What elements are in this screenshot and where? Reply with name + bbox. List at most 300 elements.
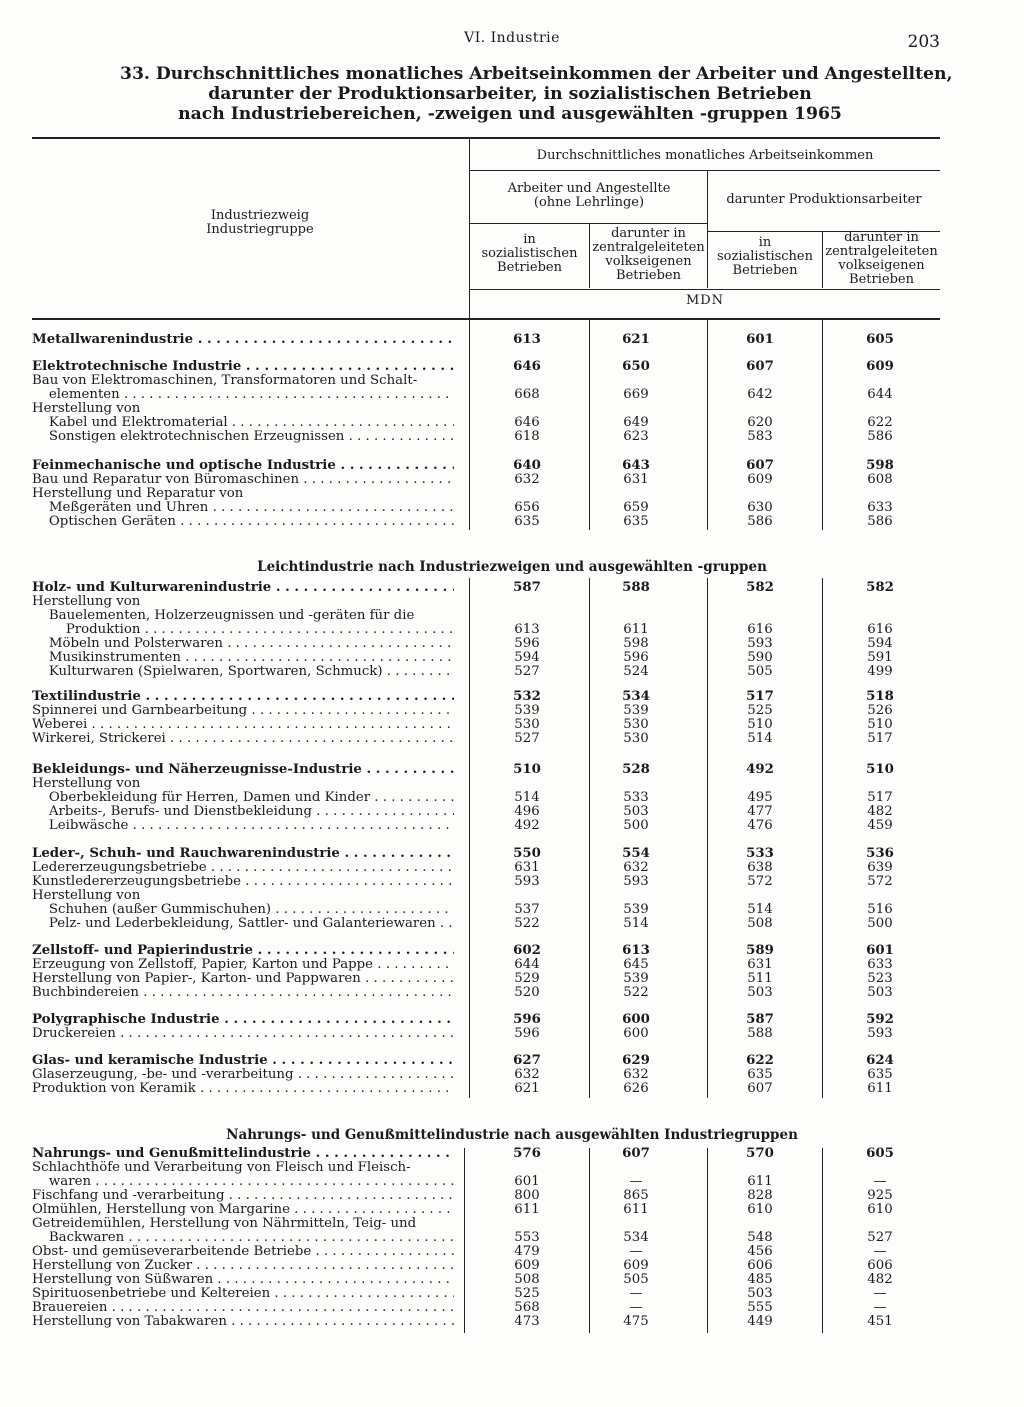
row-label: Möbeln und Polsterwaren . . .	[32, 636, 454, 651]
row-label: Kulturwaren (Spielwaren, Sportwaren, Schmuck) . . .	[32, 664, 454, 679]
row-value-col-3: 587	[746, 1012, 774, 1027]
row-label: Bau und Reparatur von Büromaschinen . . .	[32, 472, 454, 487]
row-value-col-3: 609	[747, 472, 773, 487]
row-label: Glaserzeugung, -be- und -verarbeitung . . .	[32, 1067, 454, 1082]
row-value-col-1: 527	[514, 731, 540, 746]
row-label: Herstellung von	[32, 401, 141, 416]
row-value-col-2: 522	[623, 985, 649, 1000]
table-row	[32, 1146, 944, 1161]
row-value-col-4: —	[873, 1300, 887, 1315]
row-label: Herstellung und Reparatur von	[32, 486, 244, 501]
row-value-col-3: 555	[747, 1300, 773, 1315]
row-value-col-2: 632	[623, 860, 649, 875]
table-row	[32, 1160, 944, 1175]
table-row	[32, 1067, 944, 1082]
row-label: Schuhen (außer Gummischuhen) . . .	[32, 902, 454, 917]
row-value-col-3: 607	[746, 359, 774, 374]
row-value-col-2: 475	[623, 1314, 649, 1329]
row-label: Produktion . . .	[32, 622, 454, 637]
row-value-col-4: 499	[867, 664, 893, 679]
row-value-col-2: 588	[622, 580, 650, 595]
row-value-col-1: 596	[514, 1026, 540, 1041]
row-value-col-2: 598	[623, 636, 649, 651]
row-value-col-1: 539	[514, 703, 540, 718]
row-value-col-2: 649	[623, 415, 649, 430]
table-row	[32, 1026, 944, 1041]
row-value-col-3: 503	[747, 1286, 773, 1301]
row-value-col-4: 526	[867, 703, 893, 718]
row-value-col-3: 593	[747, 636, 773, 651]
row-value-col-3: 607	[747, 1081, 773, 1096]
row-value-col-1: 525	[514, 1286, 540, 1301]
title-line-1: 33. Durchschnittliches monatliches Arbeitseinkommen der Arbeiter und Angestellten,	[120, 64, 953, 84]
row-label: Herstellung von Tabakwaren . . .	[32, 1314, 454, 1329]
group1-header	[470, 182, 708, 210]
row-value-col-4: 608	[867, 472, 893, 487]
unit-label: MDN	[685, 293, 725, 308]
row-value-col-3: 590	[747, 650, 773, 665]
row-value-col-3: 642	[747, 387, 773, 402]
row-value-col-4: 616	[867, 622, 893, 637]
row-value-col-4: 591	[867, 650, 893, 665]
table-row	[32, 860, 944, 875]
row-value-col-2: 659	[623, 500, 649, 515]
row-value-col-4: —	[873, 1174, 887, 1189]
table-row	[32, 846, 944, 861]
row-value-col-2: 632	[623, 1067, 649, 1082]
row-value-col-4: 610	[867, 1202, 893, 1217]
row-value-col-3: 589	[746, 943, 774, 958]
row-value-col-4: 598	[866, 458, 894, 473]
row-label: Leibwäsche . . .	[32, 818, 454, 833]
row-value-col-1: 594	[514, 650, 540, 665]
section-heading-leichtindustrie: Leichtindustrie nach Industriezweigen und ausgewählten -gruppen	[257, 559, 767, 575]
row-label: Druckereien . . .	[32, 1026, 454, 1041]
row-value-col-1: 492	[514, 818, 540, 833]
stub-header-line-2: Industriegruppe	[206, 222, 314, 237]
row-label: Musikinstrumenten . . .	[32, 650, 454, 665]
row-value-col-1: 530	[514, 717, 540, 732]
row-value-col-3: 583	[747, 429, 773, 444]
row-value-col-4: 572	[867, 874, 893, 889]
row-value-col-3: 525	[747, 703, 773, 718]
row-label: Meßgeräten und Uhren . . .	[32, 500, 454, 515]
row-label: Obst- und gemüseverarbeitende Betriebe . . .	[32, 1244, 454, 1259]
table-row	[32, 703, 944, 718]
row-value-col-2: 600	[623, 1026, 649, 1041]
row-value-col-2: 539	[623, 971, 649, 986]
row-value-col-1: 520	[514, 985, 540, 1000]
row-value-col-1: 668	[514, 387, 540, 402]
row-label: Bekleidungs- und Näherzeugnisse-Industrie . . .	[32, 762, 454, 777]
row-value-col-3: 607	[746, 458, 774, 473]
row-value-col-1: 611	[514, 1202, 540, 1217]
row-label: Buchbindereien . . .	[32, 985, 454, 1000]
row-value-col-1: 602	[513, 943, 541, 958]
table-row	[32, 874, 944, 889]
row-value-col-3: 495	[747, 790, 773, 805]
row-value-col-2: 539	[623, 703, 649, 718]
col-b-header-line-1: darunter in	[611, 226, 686, 241]
row-value-col-2: —	[629, 1174, 643, 1189]
row-value-col-3: 611	[747, 1174, 773, 1189]
table-row	[32, 916, 944, 931]
row-value-col-4: 601	[866, 943, 894, 958]
table-row	[32, 429, 944, 444]
col-d-header-line-1: darunter in	[844, 230, 919, 245]
col-c-header-line-1: in	[758, 235, 772, 250]
row-value-col-3: 510	[747, 717, 773, 732]
row-label: Kabel und Elektromaterial . . .	[32, 415, 454, 430]
col-d-header	[823, 231, 940, 287]
row-value-col-2: —	[629, 1286, 643, 1301]
row-value-col-4: 482	[867, 804, 893, 819]
row-value-col-2: 500	[623, 818, 649, 833]
table-row	[32, 790, 944, 805]
header-rule-unit	[470, 289, 940, 290]
row-value-col-4: 611	[867, 1081, 893, 1096]
row-value-col-2: 629	[622, 1053, 650, 1068]
row-value-col-2: 650	[622, 359, 650, 374]
table-row	[32, 1244, 944, 1259]
table-row	[32, 1081, 944, 1096]
header-bottom-rule	[32, 318, 940, 320]
row-value-col-1: 479	[514, 1244, 540, 1259]
row-value-col-1: 596	[513, 1012, 541, 1027]
col-a-header-line-3: Betrieben	[497, 260, 562, 275]
row-label: Metallwarenindustrie . . .	[32, 332, 454, 347]
row-value-col-1: 532	[513, 689, 541, 704]
col-d-header-line-2: zentralgeleiteten	[825, 244, 938, 259]
row-value-col-4: 605	[866, 332, 894, 347]
table-row	[32, 387, 944, 402]
row-value-col-4: —	[873, 1286, 887, 1301]
table-row	[32, 608, 944, 623]
table-row	[32, 332, 944, 347]
row-label: Herstellung von Papier-, Karton- und Pappwaren . . .	[32, 971, 454, 986]
row-value-col-3: 511	[747, 971, 773, 986]
row-value-col-4: 516	[867, 902, 893, 917]
row-value-col-2: 503	[623, 804, 649, 819]
row-value-col-3: 622	[746, 1053, 774, 1068]
row-value-col-2: 626	[623, 1081, 649, 1096]
row-value-col-1: 587	[513, 580, 541, 595]
row-value-col-1: 508	[514, 1272, 540, 1287]
table-row	[32, 636, 944, 651]
row-value-col-4: 510	[867, 717, 893, 732]
row-value-col-1: 640	[513, 458, 541, 473]
row-value-col-3: 582	[746, 580, 774, 595]
row-value-col-4: 593	[867, 1026, 893, 1041]
row-value-col-3: 533	[746, 846, 774, 861]
row-value-col-4: 451	[867, 1314, 893, 1329]
row-value-col-4: 633	[867, 500, 893, 515]
table-row	[32, 500, 944, 515]
row-value-col-1: 473	[514, 1314, 540, 1329]
row-value-col-4: 517	[867, 790, 893, 805]
table-row	[32, 514, 944, 529]
row-value-col-3: 635	[747, 1067, 773, 1082]
row-label: Nahrungs- und Genußmittelindustrie . . .	[32, 1146, 454, 1161]
group1-header-line-2: (ohne Lehrlinge)	[533, 195, 645, 210]
row-value-col-3: 828	[747, 1188, 773, 1203]
row-value-col-1: 553	[514, 1230, 540, 1245]
row-value-col-2: 530	[623, 717, 649, 732]
col-d-header-line-3: volkseigenen	[838, 258, 925, 273]
row-value-col-3: 477	[747, 804, 773, 819]
row-value-col-1: 613	[513, 332, 541, 347]
row-value-col-4: 523	[867, 971, 893, 986]
col-a-header-line-1: in	[523, 232, 536, 247]
row-label: Fischfang und -verarbeitung . . .	[32, 1188, 454, 1203]
row-value-col-3: 572	[747, 874, 773, 889]
header-top-rule	[32, 137, 940, 139]
table-row	[32, 373, 944, 388]
col-a-header-line-2: sozialistischen	[481, 246, 578, 261]
row-value-col-4: 527	[867, 1230, 893, 1245]
row-label: Spinnerei und Garnbearbeitung . . .	[32, 703, 454, 718]
row-value-col-1: 632	[514, 472, 540, 487]
title-line-2: darunter der Produktionsarbeiter, in sozialistischen Betrieben	[208, 84, 812, 104]
row-label: Glas- und keramische Industrie . . .	[32, 1053, 454, 1068]
row-value-col-1: 514	[514, 790, 540, 805]
row-value-col-4: 635	[867, 1067, 893, 1082]
row-value-col-4: 503	[867, 985, 893, 1000]
row-value-col-2: 613	[622, 943, 650, 958]
row-value-col-2: 631	[623, 472, 649, 487]
row-value-col-1: 568	[514, 1300, 540, 1315]
row-value-col-4: 633	[867, 957, 893, 972]
row-value-col-3: 606	[747, 1258, 773, 1273]
row-label: waren . . .	[32, 1174, 454, 1189]
title-line-3: nach Industriebereichen, -zweigen und ausgewählten -gruppen 1965	[178, 104, 842, 124]
row-value-col-3: 588	[747, 1026, 773, 1041]
header-rule-top-span	[470, 170, 940, 171]
row-value-col-1: 627	[513, 1053, 541, 1068]
row-label: Herstellung von	[32, 776, 141, 791]
row-value-col-3: 476	[747, 818, 773, 833]
table-row	[32, 776, 944, 791]
table-row	[32, 731, 944, 746]
row-value-col-4: 594	[867, 636, 893, 651]
row-value-col-4: 500	[867, 916, 893, 931]
row-value-col-1: 510	[513, 762, 541, 777]
row-value-col-4: 609	[866, 359, 894, 374]
table-row	[32, 762, 944, 777]
row-label: Brauereien . . .	[32, 1300, 454, 1315]
row-label: Feinmechanische und optische Industrie . . .	[32, 458, 454, 473]
table-row	[32, 804, 944, 819]
row-value-col-4: 510	[866, 762, 894, 777]
table-row	[32, 957, 944, 972]
row-value-col-2: 669	[623, 387, 649, 402]
row-label: Sonstigen elektrotechnischen Erzeugnissen . . .	[32, 429, 454, 444]
row-value-col-3: 508	[747, 916, 773, 931]
row-value-col-3: 485	[747, 1272, 773, 1287]
col-a-header	[470, 233, 589, 275]
row-value-col-2: 534	[623, 1230, 649, 1245]
row-value-col-2: 539	[623, 902, 649, 917]
table-row	[32, 971, 944, 986]
table-row	[32, 1053, 944, 1068]
table-row	[32, 1188, 944, 1203]
row-label: Arbeits-, Berufs- und Dienstbekleidung . . .	[32, 804, 454, 819]
row-value-col-2: 528	[622, 762, 650, 777]
table-row	[32, 1314, 944, 1329]
row-value-col-3: 517	[746, 689, 774, 704]
table-row	[32, 650, 944, 665]
table-row	[32, 1258, 944, 1273]
row-value-col-3: 630	[747, 500, 773, 515]
table-row	[32, 415, 944, 430]
row-value-col-3: 503	[747, 985, 773, 1000]
table-title	[120, 64, 953, 124]
col-b-header	[590, 227, 707, 283]
row-value-col-4: —	[873, 1244, 887, 1259]
row-label: elementen . . .	[32, 387, 454, 402]
row-value-col-2: 645	[623, 957, 649, 972]
row-value-col-1: 646	[513, 359, 541, 374]
table-row	[32, 902, 944, 917]
row-value-col-1: 576	[513, 1146, 541, 1161]
row-label: Polygraphische Industrie . . .	[32, 1012, 454, 1027]
row-label: Leder-, Schuh- und Rauchwarenindustrie . . .	[32, 846, 454, 861]
table-row	[32, 943, 944, 958]
row-value-col-3: 610	[747, 1202, 773, 1217]
row-value-col-1: 632	[514, 1067, 540, 1082]
row-value-col-4: 592	[866, 1012, 894, 1027]
row-value-col-4: 482	[867, 1272, 893, 1287]
row-value-col-1: 635	[514, 514, 540, 529]
running-header: VI. Industrie	[464, 30, 560, 46]
row-value-col-3: 638	[747, 860, 773, 875]
row-label: Optischen Geräten . . .	[32, 514, 454, 529]
table-row	[32, 1202, 944, 1217]
row-label: Bau von Elektromaschinen, Transformatoren und Schalt-	[32, 373, 418, 388]
row-value-col-3: 616	[747, 622, 773, 637]
col-b-header-line-2: zentralgeleiteten	[592, 240, 705, 255]
table-row	[32, 1272, 944, 1287]
row-value-col-2: —	[629, 1244, 643, 1259]
row-value-col-2: 514	[623, 916, 649, 931]
row-value-col-1: 601	[514, 1174, 540, 1189]
table-row	[32, 818, 944, 833]
table-row	[32, 985, 944, 1000]
row-value-col-3: 456	[747, 1244, 773, 1259]
row-value-col-3: 548	[747, 1230, 773, 1245]
row-value-col-3: 631	[747, 957, 773, 972]
row-label: Getreidemühlen, Herstellung von Nährmitteln, Teig- und	[32, 1216, 417, 1231]
row-label: Schlachthöfe und Verarbeitung von Fleisch und Fleisch-	[32, 1160, 411, 1175]
table-row	[32, 359, 944, 374]
row-value-col-3: 514	[747, 902, 773, 917]
table-row	[32, 401, 944, 416]
row-value-col-4: 605	[866, 1146, 894, 1161]
table-row	[32, 580, 944, 595]
row-value-col-4: 586	[867, 514, 893, 529]
row-value-col-4: 586	[867, 429, 893, 444]
row-value-col-1: 550	[513, 846, 541, 861]
row-label: Holz- und Kulturwarenindustrie . . .	[32, 580, 454, 595]
col-d-header-line-4: Betrieben	[849, 272, 914, 287]
col-c-header	[708, 236, 822, 278]
row-value-col-2: 505	[623, 1272, 649, 1287]
row-label: Oberbekleidung für Herren, Damen und Kinder . . .	[32, 790, 454, 805]
group2-header: darunter Produktionsarbeiter	[726, 192, 922, 207]
row-value-col-2: 524	[623, 664, 649, 679]
row-value-col-3: 492	[746, 762, 774, 777]
page-number: 203	[907, 32, 940, 52]
row-label: Wirkerei, Strickerei . . .	[32, 731, 454, 746]
row-value-col-1: 529	[514, 971, 540, 986]
col-c-header-line-3: Betrieben	[732, 263, 798, 278]
row-value-col-2: 865	[623, 1188, 649, 1203]
table-row	[32, 717, 944, 732]
row-value-col-4: 606	[867, 1258, 893, 1273]
row-value-col-1: 527	[514, 664, 540, 679]
row-value-col-2: 600	[622, 1012, 650, 1027]
row-value-col-2: 554	[622, 846, 650, 861]
top-header: Durchschnittliches monatliches Arbeitseinkommen	[536, 148, 874, 163]
stub-header-line-1: Industriezweig	[210, 208, 310, 223]
table-row	[32, 622, 944, 637]
table-row	[32, 664, 944, 679]
row-label: Produktion von Keramik . . .	[32, 1081, 454, 1096]
row-value-col-2: 621	[622, 332, 650, 347]
section-heading-nahrungsmittel: Nahrungs- und Genußmittelindustrie nach ausgewählten Industriegruppen	[226, 1127, 798, 1143]
row-value-col-2: 593	[623, 874, 649, 889]
row-value-col-2: 533	[623, 790, 649, 805]
row-value-col-1: 596	[514, 636, 540, 651]
row-value-col-2: 635	[623, 514, 649, 529]
row-label: Pelz- und Lederbekleidung, Sattler- und Galanteriewaren . . .	[32, 916, 454, 931]
row-value-col-1: 800	[514, 1188, 540, 1203]
row-value-col-2: 611	[623, 622, 649, 637]
row-value-col-1: 537	[514, 902, 540, 917]
row-value-col-4: 459	[867, 818, 893, 833]
row-label: Ledererzeugungsbetriebe . . .	[32, 860, 454, 875]
stub-header	[160, 209, 360, 237]
row-value-col-4: 639	[867, 860, 893, 875]
table-row	[32, 1174, 944, 1189]
row-value-col-2: 623	[623, 429, 649, 444]
table-row	[32, 458, 944, 473]
row-label: Bauelementen, Holzerzeugnissen und -geräten für die	[32, 608, 415, 623]
row-value-col-4: 582	[866, 580, 894, 595]
row-value-col-2: —	[629, 1300, 643, 1315]
row-value-col-3: 601	[746, 332, 774, 347]
row-value-col-1: 593	[514, 874, 540, 889]
table-row	[32, 1230, 944, 1245]
row-label: Elektrotechnische Industrie . . .	[32, 359, 454, 374]
table-row	[32, 689, 944, 704]
row-value-col-1: 656	[514, 500, 540, 515]
row-label: Spirituosenbetriebe und Keltereien . . .	[32, 1286, 454, 1301]
row-value-col-2: 596	[623, 650, 649, 665]
row-value-col-2: 609	[623, 1258, 649, 1273]
table-row	[32, 1286, 944, 1301]
row-value-col-4: 518	[866, 689, 894, 704]
row-label: Herstellung von	[32, 594, 141, 609]
row-label: Backwaren . . .	[32, 1230, 454, 1245]
table-row	[32, 1012, 944, 1027]
row-label: Herstellung von Zucker . . .	[32, 1258, 454, 1273]
row-value-col-1: 496	[514, 804, 540, 819]
table-row	[32, 594, 944, 609]
row-value-col-2: 607	[622, 1146, 650, 1161]
row-label: Weberei . . .	[32, 717, 454, 732]
row-label: Herstellung von Süßwaren . . .	[32, 1272, 454, 1287]
